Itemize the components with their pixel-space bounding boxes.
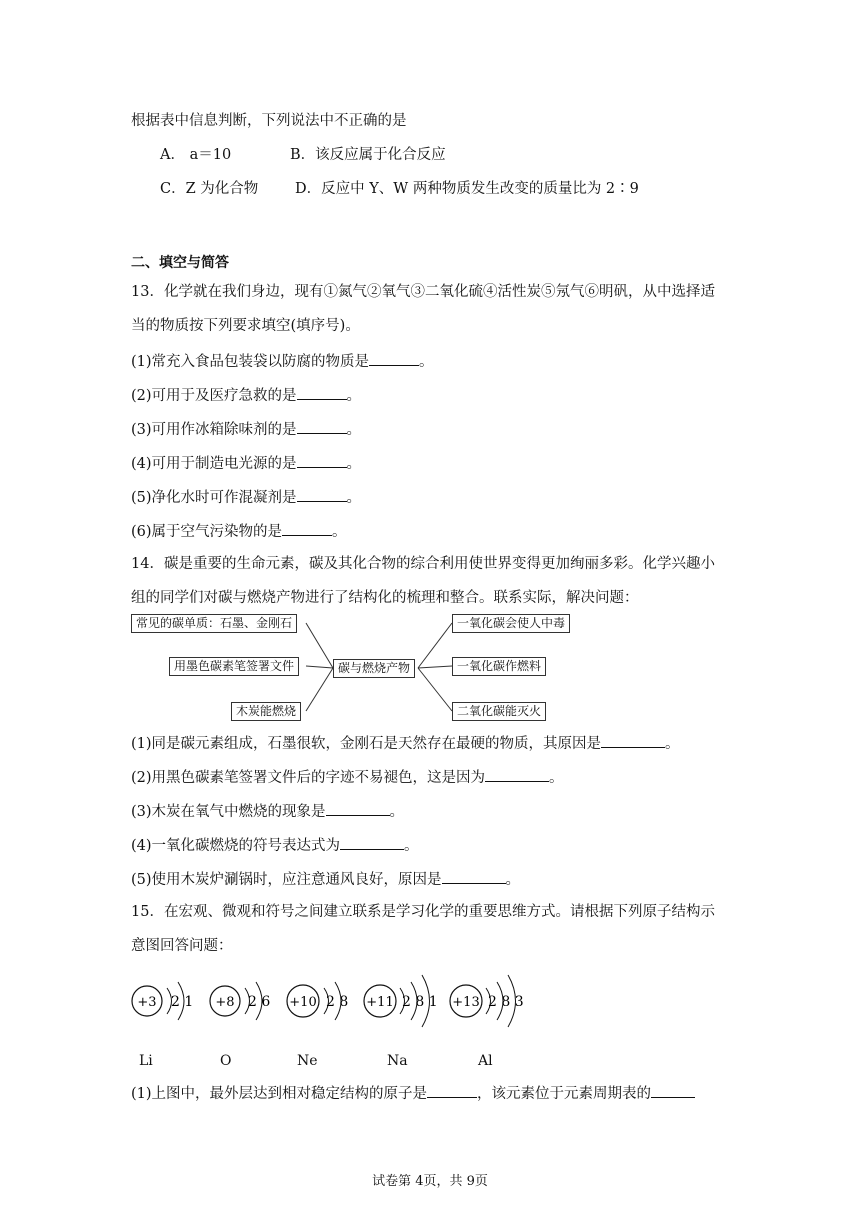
q12-stem: 根据表中信息判断，下列说法中不正确的是 [131, 113, 407, 129]
diagram-box-co2-extinguish: 二氧化碳能灭火 [452, 702, 546, 721]
atom-nucleus-label: +10 [289, 995, 317, 1010]
answer-blank[interactable] [651, 1083, 695, 1098]
diagram-box-carbon-elements: 常见的碳单质：石墨、金刚石 [131, 614, 297, 633]
q14-stem-line2: 组的同学们对碳与燃烧产物进行了结构化的梳理和整合。联系实际，解决问题： [131, 590, 639, 606]
atom-na [364, 975, 438, 1027]
atom-symbol-o: O [220, 1053, 232, 1069]
atom-symbol-na: Na [387, 1053, 408, 1069]
atom-shell-label: 2 8 3 [488, 994, 524, 1010]
atom-symbol-ne: Ne [297, 1053, 318, 1069]
q14-item-4: (4)一氧化碳燃烧的符号表达式为 。 [131, 835, 419, 855]
q14-item-3: (3)木炭在氧气中燃烧的现象是 。 [131, 801, 404, 821]
q13-item-1: (1)常充入食品包装袋以防腐的物质是 。 [131, 351, 434, 371]
atom-nucleus-label: +11 [366, 995, 394, 1010]
q15-item-1: (1)上图中，最外层达到相对稳定结构的原子是 ，该元素位于元素周期表的 [131, 1083, 695, 1103]
atom-shell-label: 2 8 [326, 994, 349, 1010]
atom-o [210, 982, 270, 1020]
atom-nucleus-label: +3 [137, 995, 157, 1010]
atom-li [132, 982, 193, 1020]
diagram-box-center: 碳与燃烧产物 [333, 659, 415, 678]
atom-nucleus-label: +13 [452, 995, 480, 1010]
atom-al [450, 975, 524, 1027]
q15-stem-line1: 15．在宏观、微观和符号之间建立联系是学习化学的重要思维方式。请根据下列原子结构示 [131, 904, 715, 920]
section-title: 二、填空与简答 [131, 255, 229, 271]
q13-item-3: (3)可用作冰箱除味剂的是 。 [131, 419, 361, 439]
q13-stem-line2: 当的物质按下列要求填空(填序号)。 [131, 318, 360, 334]
atom-shell-label: 2 8 1 [402, 994, 438, 1010]
diagram-box-charcoal-burns: 木炭能燃烧 [231, 702, 301, 721]
answer-blank[interactable] [427, 1083, 477, 1098]
q13-item-2: (2)可用于及医疗急救的是 。 [131, 385, 361, 405]
atom-symbol-li: Li [139, 1053, 153, 1069]
q12-option-b: B．该反应属于化合反应 [290, 147, 446, 163]
diagram-box-co-fuel: 一氧化碳作燃料 [452, 657, 546, 676]
q14-item-2: (2)用黑色碳素笔签署文件后的字迹不易褪色，这是因为 。 [131, 767, 564, 787]
diagram-box-ink-pen: 用墨色碳素笔签署文件 [169, 657, 299, 676]
q12-option-d: D．反应中 Y、W 两种物质发生改变的质量比为 2∶9 [295, 181, 639, 197]
q15-stem-line2: 意图回答问题： [131, 938, 233, 954]
atom-nucleus-label: +8 [215, 995, 235, 1010]
q13-item-4: (4)可用于制造电光源的是 。 [131, 453, 361, 473]
q14-stem-line1: 14．碳是重要的生命元素，碳及其化合物的综合利用使世界变得更加绚丽多彩。化学兴趣小 [131, 556, 715, 572]
page-footer: 试卷第 4页，共 9页 [372, 1174, 488, 1189]
q13-item-6: (6)属于空气污染物的是 。 [131, 521, 347, 541]
atom-shell-label: 2 6 [248, 994, 271, 1010]
atom-symbol-al: Al [478, 1053, 493, 1069]
q12-option-a: A． a＝10 [160, 147, 232, 163]
q14-item-1: (1)同是碳元素组成，石墨很软，金刚石是天然存在最硬的物质，其原因是 。 [131, 733, 680, 753]
atom-ne [287, 982, 348, 1020]
diagram-box-co-poison: 一氧化碳会使人中毒 [452, 614, 570, 633]
atom-shell-label: 2 1 [171, 994, 194, 1010]
q12-option-c: C．Z 为化合物 [160, 181, 259, 197]
q14-item-5: (5)使用木炭炉涮锅时，应注意通风良好，原因是 。 [131, 869, 520, 889]
q13-stem-line1: 13．化学就在我们身边，现有①氮气②氧气③二氧化硫④活性炭⑤氖气⑥明矾，从中选择适 [131, 284, 715, 300]
q13-item-5: (5)净化水时可作混凝剂是 。 [131, 487, 361, 507]
